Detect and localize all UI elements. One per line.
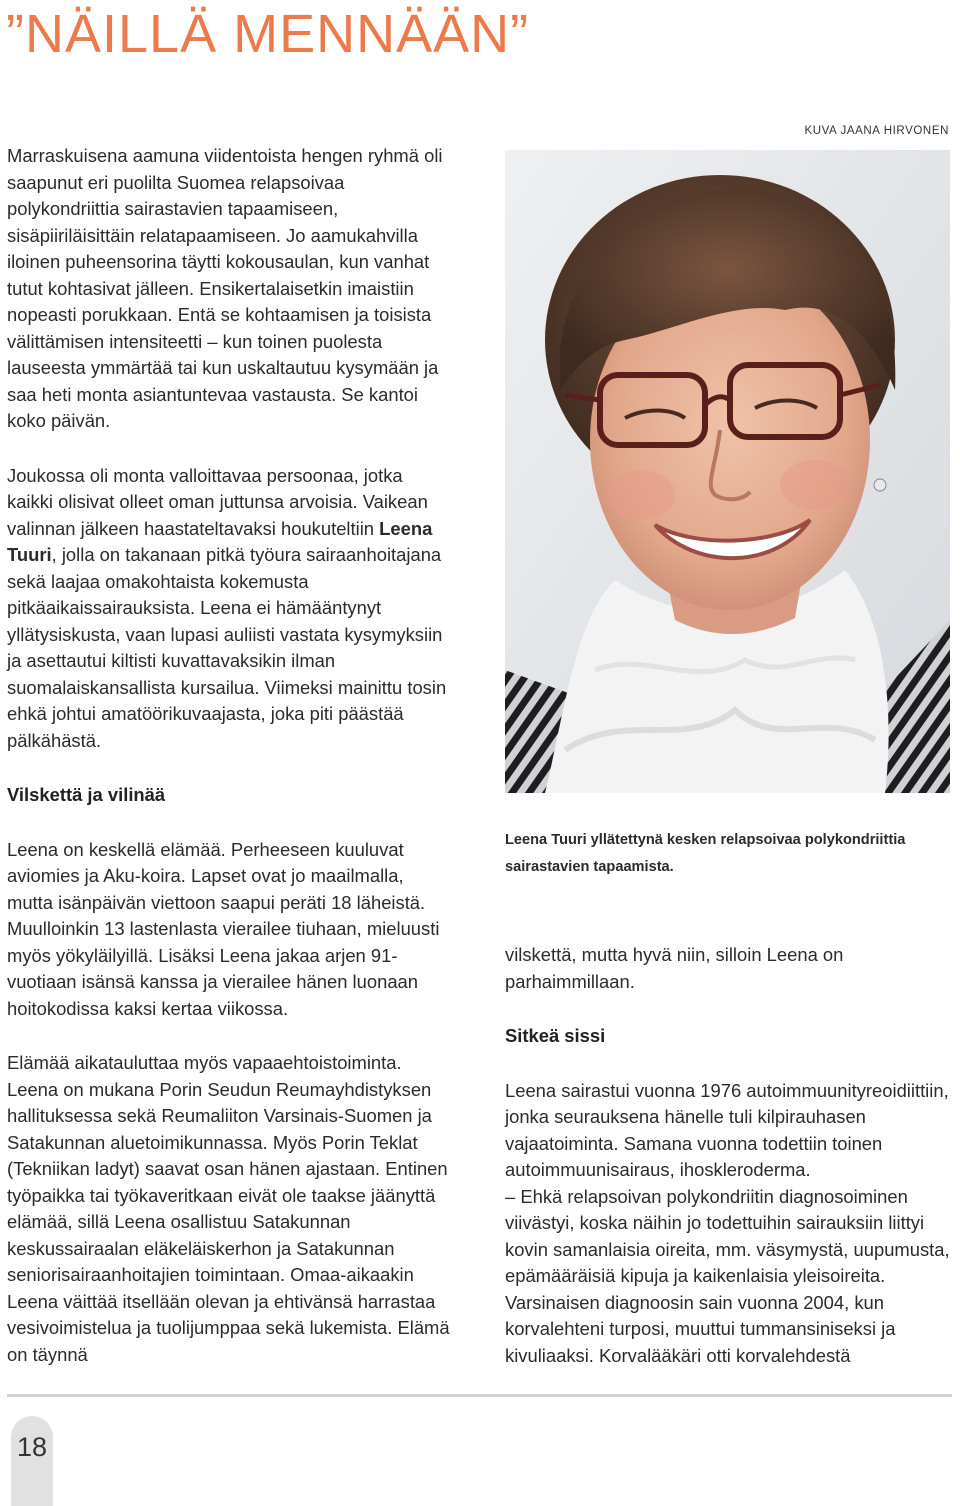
continuation-paragraph: vilskettä, mutta hyvä niin, silloin Leena on parhaimmillaan. bbox=[505, 944, 844, 992]
quote-paragraph: – Ehkä relapsoivan polykondriitin diagnosoiminen viivästyi, koska näihin jo todettuihin sairauksiin liittyi kovin samanlaisia oireita, mm. väsymystä, uupumusta, epämääräisiä kipuja ja kaikenlaisia yleisoireita. Varsinaisen diagnoosin sain vuonna 2004, kun korvalehteni turposi, muuttui tummansiniseksi ja kivuliaaksi. Korvalääkäri otti korvalehdestä bbox=[505, 1185, 950, 1366]
intro-paragraph: Marraskuisena aamuna viidentoista hengen ryhmä oli saapunut eri puolilta Suomea relapsoivaa polykondriittia sairastavien tapaamiseen, sisäpiiriläisittäin relatapaamiseen. Jo aamukahvilla iloinen puheensorina täytti kokousaulan, kun vanhat tutut kohtasivat jälleen. Ensikertalaisetkin imaistiin nopeasti porukkaan. Entä se kohtaamisen ja toisista välittämisen intensiteetti – kun toinen puolesta lauseesta ymmärtää tai kun uskaltautuu kysymään ja saa heti monta asiantuntevaa vastausta. Se kantoi koko päivän. bbox=[7, 145, 443, 431]
section-heading-sitkea-sissi: Sitkeä sissi bbox=[505, 1025, 606, 1046]
section-heading-vilsketta: Vilskettä ja vilinää bbox=[7, 784, 166, 805]
article-title: ”NÄILLÄ MENNÄÄN” bbox=[6, 4, 530, 64]
paragraph-text: , jolla on takanaan pitkä työura sairaanhoitajana sekä laajaa omakohtaista kokemusta pitkäaikaissairauksista. Leena ei hämääntynyt yllätysiskusta, vaan lupasi auliisti vastata kysymyksiin ja asettautui kiltisti kuvattavaksikin ilman suomalaiskansallista kursailua. Viimeksi mainittu tosin ehkä johtui amatöörikuvaajasta, joka piti päästää pälkähästä. bbox=[7, 544, 447, 751]
paragraph-text: Joukossa oli monta valloittavaa persoonaa, jotka kaikki olisivat olleet oman juttunsa arvoisia. Vaikean valinnan jälkeen haastateltavaksi houkuteltiin bbox=[7, 464, 428, 539]
interviewee-paragraph bbox=[7, 463, 452, 755]
photo-credit: KUVA JAANA HIRVONEN bbox=[804, 125, 949, 137]
diagnosis-paragraph: Leena sairastui vuonna 1976 autoimmuunityreoidiittiin, jonka seurauksena hänelle tuli kilpirauhasen vajaatoiminta. Samana vuonna todettiin toinen autoimmuunisairaus, ihoskleroderma. bbox=[505, 1079, 949, 1180]
volunteer-paragraph: Elämää aikatauluttaa myös vapaaehtoistoiminta. Leena on mukana Porin Seudun Reumayhdistyksen hallituksessa sekä Reumaliiton Varsinais-Suomen ja Satakunnan aluetoimikunnassa. Myös Porin Teklat (Tekniikan ladyt) saavat osan hänen ajastaan. Entinen työpaikka tai työkaveritkaan eivät ole taakse jäänyttä elämää, sillä Leena osallistuu Satakunnan keskussairaalan eläkeläiskerhon ja Satakunnan seniorisairaanhoitajien toimintaan. Omaa-aikaakin Leena väittää itsellään olevan ja ehtivänsä harrastaa vesivoimistelua ja tuolijumppaa sekä lukemista. Elämä on täynnä bbox=[7, 1052, 450, 1365]
photo-caption: Leena Tuuri yllätettynä kesken relapsoivaa polykondriittia sairastavien tapaamista. bbox=[505, 832, 906, 875]
portrait-photo bbox=[505, 150, 950, 793]
left-column bbox=[7, 143, 452, 1368]
interviewee-name: Leena Tuuri bbox=[7, 517, 433, 565]
right-column bbox=[505, 942, 950, 1369]
footer-divider bbox=[7, 1394, 952, 1397]
page-number: 18 bbox=[16, 1432, 48, 1462]
family-paragraph: Leena on keskellä elämää. Perheeseen kuuluvat aviomies ja Aku-koira. Lapset ovat jo maailmalla, mutta isänpäivän viettoon saapui peräti 18 läheistä. Muulloinkin 13 lastenlasta vierailee tiuhaan, mieluusti myös yökyläilyillä. Lisäksi Leena jakaa arjen 91-vuotiaan isänsä kanssa ja vierailee hänen luonaan hoitokodissa kaksi kertaa viikossa. bbox=[7, 838, 440, 1019]
